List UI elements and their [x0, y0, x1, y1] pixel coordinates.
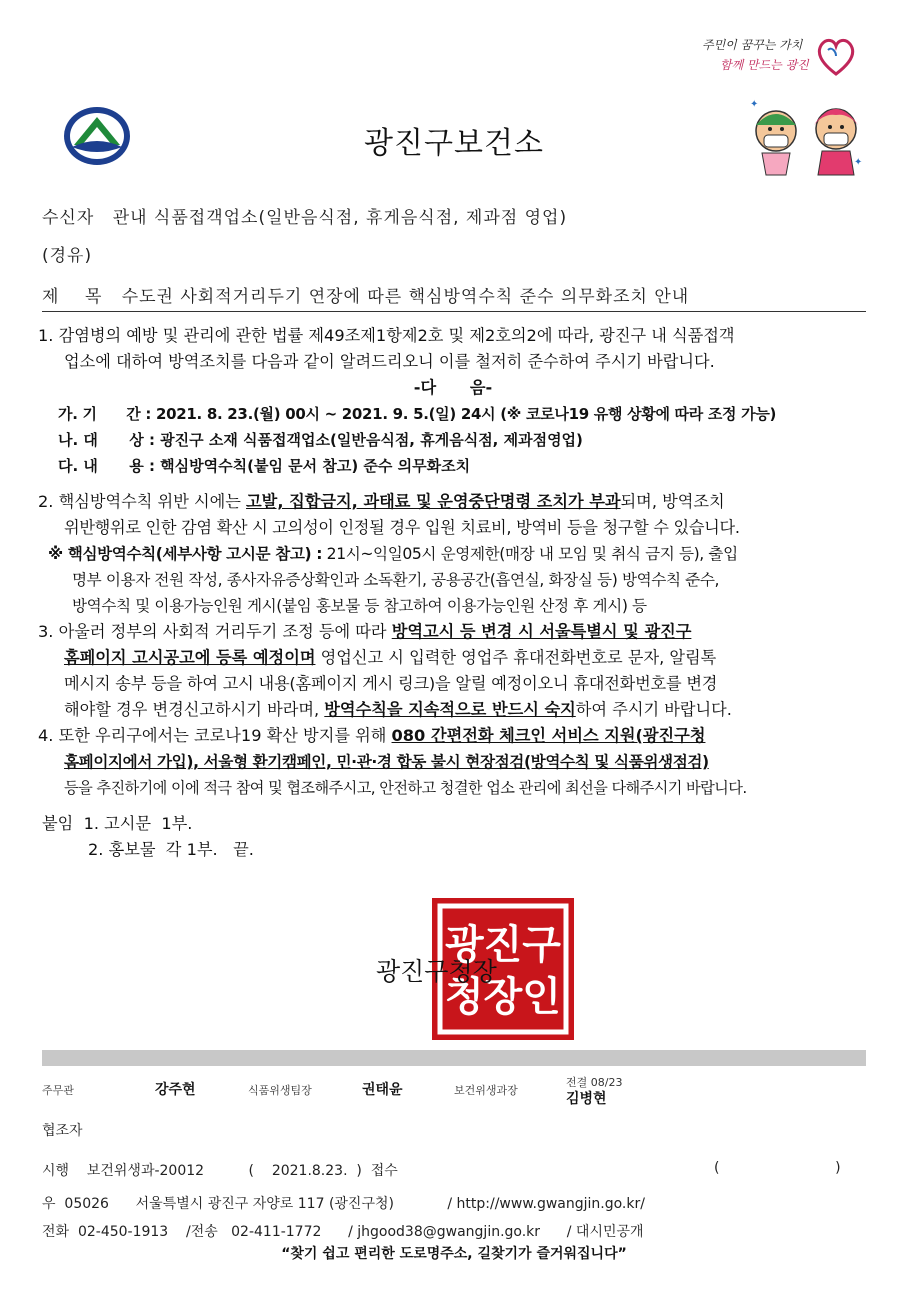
- heart-icon: [814, 34, 858, 78]
- para2-text-b: 되며, 방역조치: [620, 492, 725, 511]
- attachment-line1: 붙임 1. 고시문 1부.: [42, 814, 193, 833]
- svg-text:청장인: 청장인: [445, 974, 561, 1020]
- item-period: 가. 기 간 : 2021. 8. 23.(월) 00시 ~ 2021. 9. 5.(일) 24시 (※ 코로나19 유행 상황에 따라 조정 가능): [58, 405, 777, 423]
- para3-line1: [38, 619, 868, 645]
- receipt-paren: ( ): [714, 1160, 841, 1176]
- para2-text-a: 2. 핵심방역수칙 위반 시에는: [38, 492, 247, 511]
- attachment-line2: 2. 홍보물 각 1부. 끝.: [88, 840, 254, 859]
- cooperator-label: 협조자: [42, 1123, 83, 1139]
- slogan-logo: [690, 30, 860, 90]
- recipient-value: 관내 식품접객업소(일반음식점, 휴게음식점, 제과점 영업): [112, 208, 568, 228]
- note-label: ※ 핵심방역수칙(세부사항 고시문 참고) :: [48, 545, 323, 563]
- page-title: 광진구보건소: [364, 126, 544, 161]
- para3-emphasis2: 홈페이지 고시공고에 등록 예정이며: [64, 648, 316, 667]
- para4-line1: [38, 723, 868, 749]
- para3-line4: [38, 697, 868, 723]
- svg-text:✦: ✦: [750, 99, 759, 110]
- para3-line2: [38, 645, 868, 671]
- motto: “찾기 쉽고 편리한 도로명주소, 길찾기가 즐거워집니다”: [281, 1246, 627, 1262]
- para3-text-a: 3. 아울러 정부의 사회적 거리두기 조정 등에 따라: [38, 622, 392, 641]
- para2-line2: 위반행위로 인한 감염 확산 시 고의성이 인정될 경우 입원 치료비, 방역비 등을 청구할 수 있습니다.: [64, 518, 740, 537]
- para3-text-d: 하여 주시기 바랍니다.: [575, 700, 732, 719]
- subject-value: 수도권 사회적거리두기 연장에 따른 핵심방역수칙 준수 의무화조치 안내: [121, 287, 690, 307]
- para1-line2: 업소에 대하여 방역조치를 다음과 같이 알려드리오니 이를 철저히 준수하여 주시기 바랍니다.: [64, 352, 715, 371]
- slogan-line2: 함께 만드는 광진: [720, 58, 809, 72]
- name-team-leader: 권태윤: [362, 1082, 403, 1098]
- para4-emphasis1: 080 간편전화 체크인 서비스 지원(광진구청: [391, 726, 706, 745]
- da-eum-heading: -다 음-: [413, 378, 493, 397]
- enforcement-line: 시행 보건위생과-20012 ( 2021.8.23. ) 접수: [42, 1163, 398, 1179]
- name-director: 김병현: [566, 1091, 607, 1107]
- role-officer: 주무관: [42, 1084, 74, 1097]
- contact-line: 전화 02-450-1913 /전송 02-411-1772 / jhgood38@gwangjin.go.kr / 대시민공개: [42, 1224, 644, 1240]
- note-text: 21시~익일05시 운영제한(매장 내 모임 및 취식 금지 등), 출입: [322, 545, 738, 563]
- slogan-line1: 주민이 꿈꾸는 가치: [702, 38, 803, 52]
- para4-line3: 등을 추진하기에 이에 적극 참여 및 협조해주시고, 안전하고 청결한 업소 관리에 최선을 다해주시기 바랍니다.: [64, 779, 747, 797]
- para3-text-b: 영업신고 시 입력한 영업주 휴대전화번호로 문자, 알림톡: [315, 648, 717, 667]
- subject-label: 제 목: [42, 287, 103, 307]
- approval-note: 전결 08/23: [566, 1076, 623, 1089]
- approval-bar: [42, 1050, 866, 1066]
- para2-line1: [38, 489, 868, 515]
- para2-emphasis: 고발, 집합금지, 과태료 및 운영중단명령 조치가 부과: [246, 492, 621, 511]
- note-line3: 방역수칙 및 이용가능인원 게시(붙임 홍보물 등 참고하여 이용가능인원 산정 후 게시) 등: [72, 597, 647, 615]
- para3-line3: 메시지 송부 등을 하여 고시 내용(홈페이지 게시 링크)을 알릴 예정이오니 휴대전화번호를 변경: [64, 674, 718, 693]
- role-team-leader: 식품위생팀장: [248, 1084, 312, 1097]
- para3-text-c: 해야할 경우 변경신고하시기 바라며,: [64, 700, 325, 719]
- role-director: 보건위생과장: [454, 1084, 518, 1097]
- para3-emphasis3: 방역수칙을 지속적으로 반드시 숙지: [324, 700, 576, 719]
- para1-line1: 1. 감염병의 예방 및 관리에 관한 법률 제49조제1항제2호 및 제2호의2에 따라, 광진구 내 식품접객: [38, 326, 735, 345]
- document-body: [38, 323, 868, 863]
- para4-emphasis2: 홈페이지에서 가입), 서울형 환기캠페인, 민·관·경 합동 불시 현장점검(방역수칙 및 식품위생점검): [64, 753, 709, 771]
- note-line2: 명부 이용자 전원 작성, 종사자유증상확인과 소독환기, 공용공간(흡연실, 화장실 등) 방역수칙 준수,: [72, 571, 720, 589]
- para4-text-a: 4. 또한 우리구에서는 코로나19 확산 방지를 위해: [38, 726, 392, 745]
- svg-text:✦: ✦: [854, 157, 863, 168]
- issuer-name: 광진구청장: [376, 957, 497, 986]
- address-line: 우 05026 서울특별시 광진구 자양로 117 (광진구청) / http://www.gwangjin.go.kr/: [42, 1196, 645, 1212]
- recipient-line: [42, 203, 567, 228]
- item-target: 나. 대 상 : 광진구 소재 식품접객업소(일반음식점, 휴게음식점, 제과점영업): [58, 431, 583, 449]
- para3-emphasis1: 방역고시 등 변경 시 서울특별시 및 광진구: [391, 622, 692, 641]
- recipient-label: 수신자: [42, 208, 95, 228]
- name-officer: 강주현: [155, 1082, 196, 1098]
- para4-line2: [38, 749, 868, 775]
- note-line1: [38, 541, 868, 567]
- divider: [42, 311, 866, 312]
- svg-text:광진구: 광진구: [445, 922, 561, 968]
- subject-line: [42, 282, 689, 307]
- item-content: 다. 내 용 : 핵심방역수칙(붙임 문서 참고) 준수 의무화조치: [58, 457, 471, 475]
- via-line: (경유): [42, 246, 93, 266]
- mascot-characters-icon: [744, 95, 868, 177]
